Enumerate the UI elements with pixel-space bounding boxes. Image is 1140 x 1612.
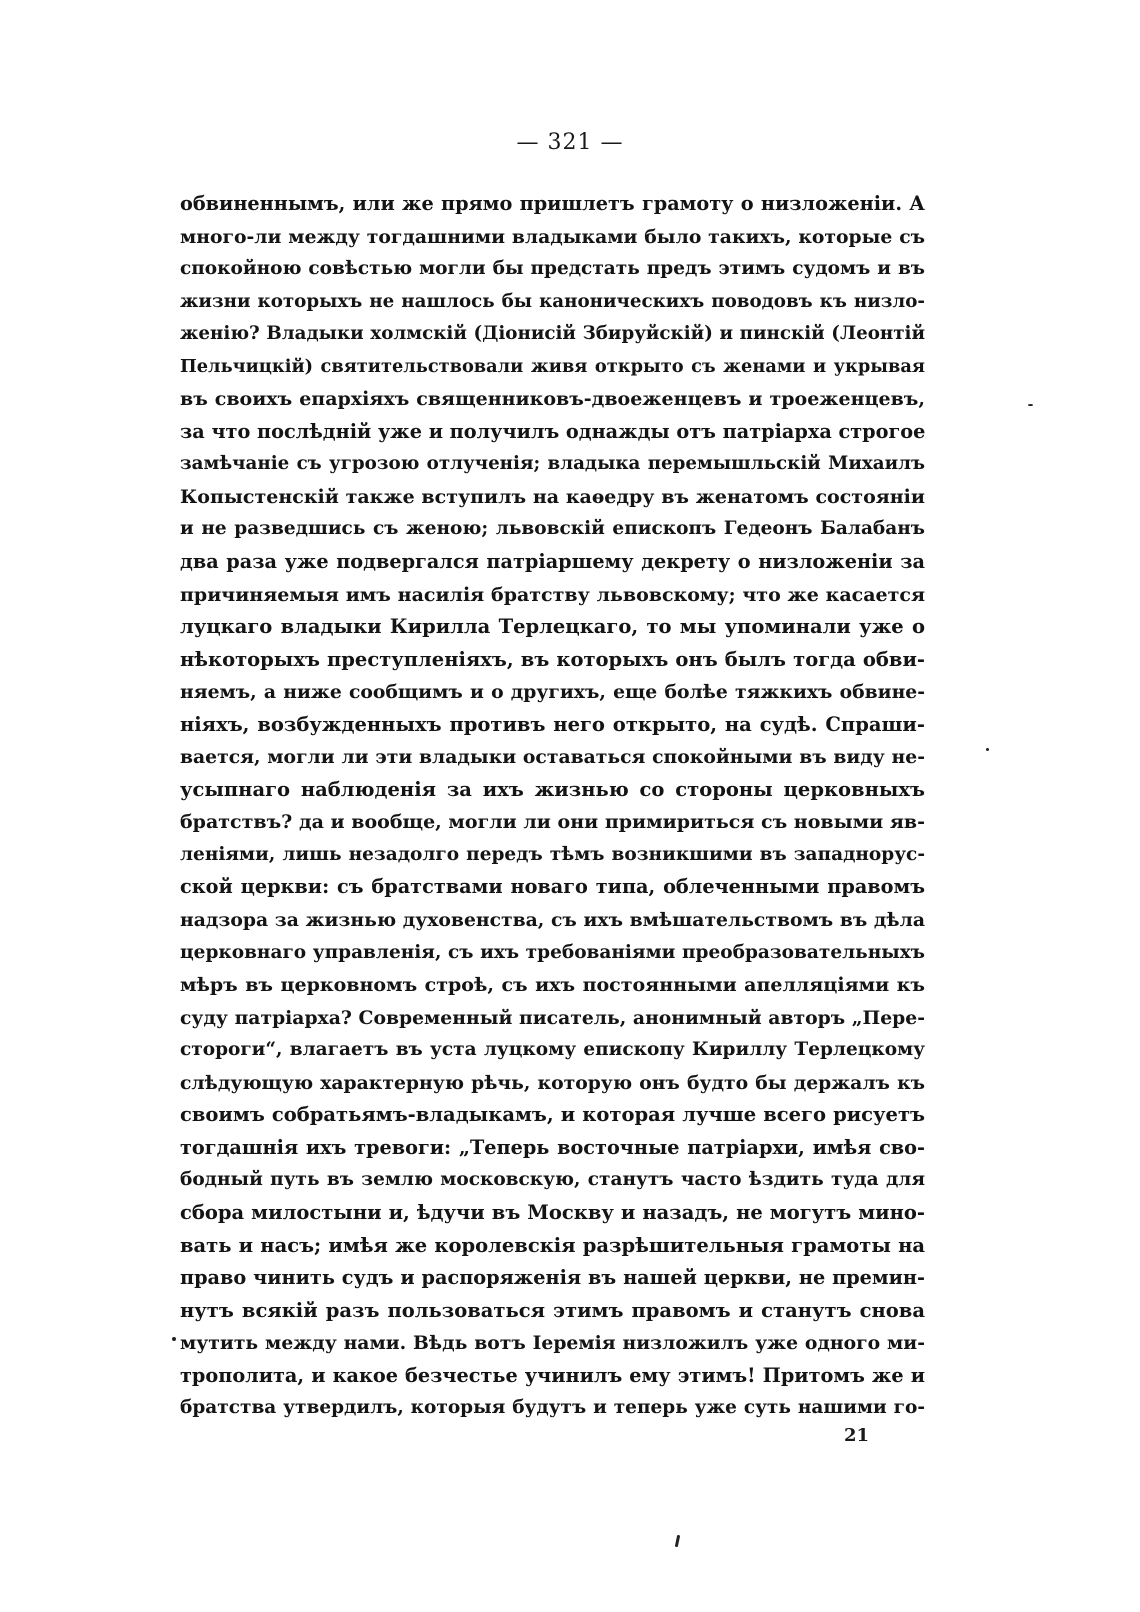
- text-line: ніяхъ, возбужденныхъ противъ него открыто, на судѣ. Спраши-: [180, 712, 925, 736]
- text-line: два раза уже подвергался патріаршему декрету о низложеніи за: [180, 550, 925, 574]
- text-line: мутить между нами. Вѣдь вотъ Іеремія низложилъ уже одного ми-: [180, 1332, 925, 1355]
- scan-speck: [675, 1535, 680, 1547]
- text-line: Пельчицкій) святительствовали живя открыто съ женами и укрывая: [180, 355, 925, 377]
- text-line: тогдашнія ихъ тревоги: „Теперь восточные патріархи, имѣя сво-: [180, 1135, 925, 1159]
- text-line: женію? Владыки холмскій (Діонисій Збируйскій) и пинскій (Леонтій: [180, 323, 925, 345]
- text-line: за что послѣдній уже и получилъ однажды отъ патріарха строгое: [180, 419, 925, 443]
- scan-speck: [172, 1337, 176, 1341]
- text-line: стороги“, влагаетъ въ уста луцкому епископу Кириллу Терлецкому: [180, 1039, 925, 1061]
- text-line: много-ли между тогдашними владыками было такихъ, которые съ: [180, 225, 925, 248]
- body-text: [180, 188, 925, 1425]
- text-line: усыпнаго наблюденія за ихъ жизнью со стороны церковныхъ: [180, 777, 925, 801]
- text-line: слѣдующую характерную рѣчь, которую онъ будто бы держалъ къ: [180, 1071, 925, 1094]
- text-line: въ своихъ епархіяхъ священниковъ-двоеженцевъ и троеженцевъ,: [180, 388, 925, 411]
- text-line: спокойною совѣстью могли бы предстать предъ этимъ судомъ и въ: [180, 258, 925, 280]
- text-line: церковнаго управленія, съ ихъ требованіями преобразовательныхъ: [180, 941, 925, 963]
- text-line: замѣчаніе съ угрозою отлученія; владыка перемышльскій Михаилъ: [180, 453, 925, 475]
- text-line: вается, могли ли эти владыки оставаться спокойными въ виду не-: [180, 746, 925, 769]
- text-line: ской церкви: съ братствами новаго типа, облеченными правомъ: [180, 875, 925, 899]
- text-line: луцкаго владыки Кирилла Терлецкаго, то мы упоминали уже о: [180, 615, 925, 639]
- signature-mark: 21: [844, 1425, 870, 1446]
- text-line: Копыстенскій также вступилъ на каѳедру въ женатомъ состояніи: [180, 485, 925, 508]
- text-line: няемъ, а ниже сообщимъ и о другихъ, еще болѣе тяжкихъ обвине-: [180, 681, 925, 704]
- text-line: мѣръ въ церковномъ строѣ, съ ихъ постоянными апелляціями къ: [180, 974, 925, 997]
- page-number: — 321 —: [516, 130, 624, 155]
- text-line: леніями, лишь незадолго передъ тѣмъ возникшими въ западнорус-: [180, 843, 925, 865]
- text-line: суду патріарха? Современный писатель, анонимный авторъ „Пере-: [180, 1006, 925, 1029]
- text-line: нѣкоторыхъ преступленіяхъ, въ которыхъ онъ былъ тогда обви-: [180, 647, 925, 671]
- text-line: нутъ всякій разъ пользоваться этимъ правомъ и станутъ снова: [180, 1298, 925, 1322]
- text-line: братства утвердилъ, которыя будутъ и теперь уже суть нашими го-: [180, 1397, 925, 1419]
- text-line: вать и насъ; имѣя же королевскія разрѣшительныя грамоты на: [180, 1233, 925, 1257]
- text-line: надзора за жизнью духовенства, съ ихъ вмѣшательствомъ въ дѣла: [180, 909, 925, 932]
- scan-speck: [1028, 404, 1033, 406]
- text-line: бодный путь въ землю московскую, станутъ часто ѣздить туда для: [180, 1169, 925, 1191]
- text-line: братствъ? да и вообще, могли ли они примириться съ новыми яв-: [180, 811, 925, 834]
- text-line: право чинить судъ и распоряженія въ нашей церкви, не премин-: [180, 1266, 925, 1290]
- text-line: причиняемыя имъ насилія братству львовскому; что же касается: [180, 583, 925, 606]
- text-line: своимъ собратьямъ-владыкамъ, и которая лучше всего рисуетъ: [180, 1103, 925, 1127]
- text-line: обвиненнымъ, или же прямо пришлетъ грамоту о низложеніи. А: [180, 192, 925, 215]
- scan-speck: [986, 748, 989, 751]
- text-line: трополита, и какое безчестье учинилъ ему этимъ! Притомъ же и: [180, 1363, 925, 1387]
- text-line: сбора милостыни и, ѣдучи въ Москву и назадъ, не могутъ мино-: [180, 1200, 925, 1224]
- text-line: жизни которыхъ не нашлось бы каноническихъ поводовъ къ низло-: [180, 290, 925, 312]
- text-line: и не разведшись съ женою; львовскій епископъ Гедеонъ Балабанъ: [180, 518, 925, 540]
